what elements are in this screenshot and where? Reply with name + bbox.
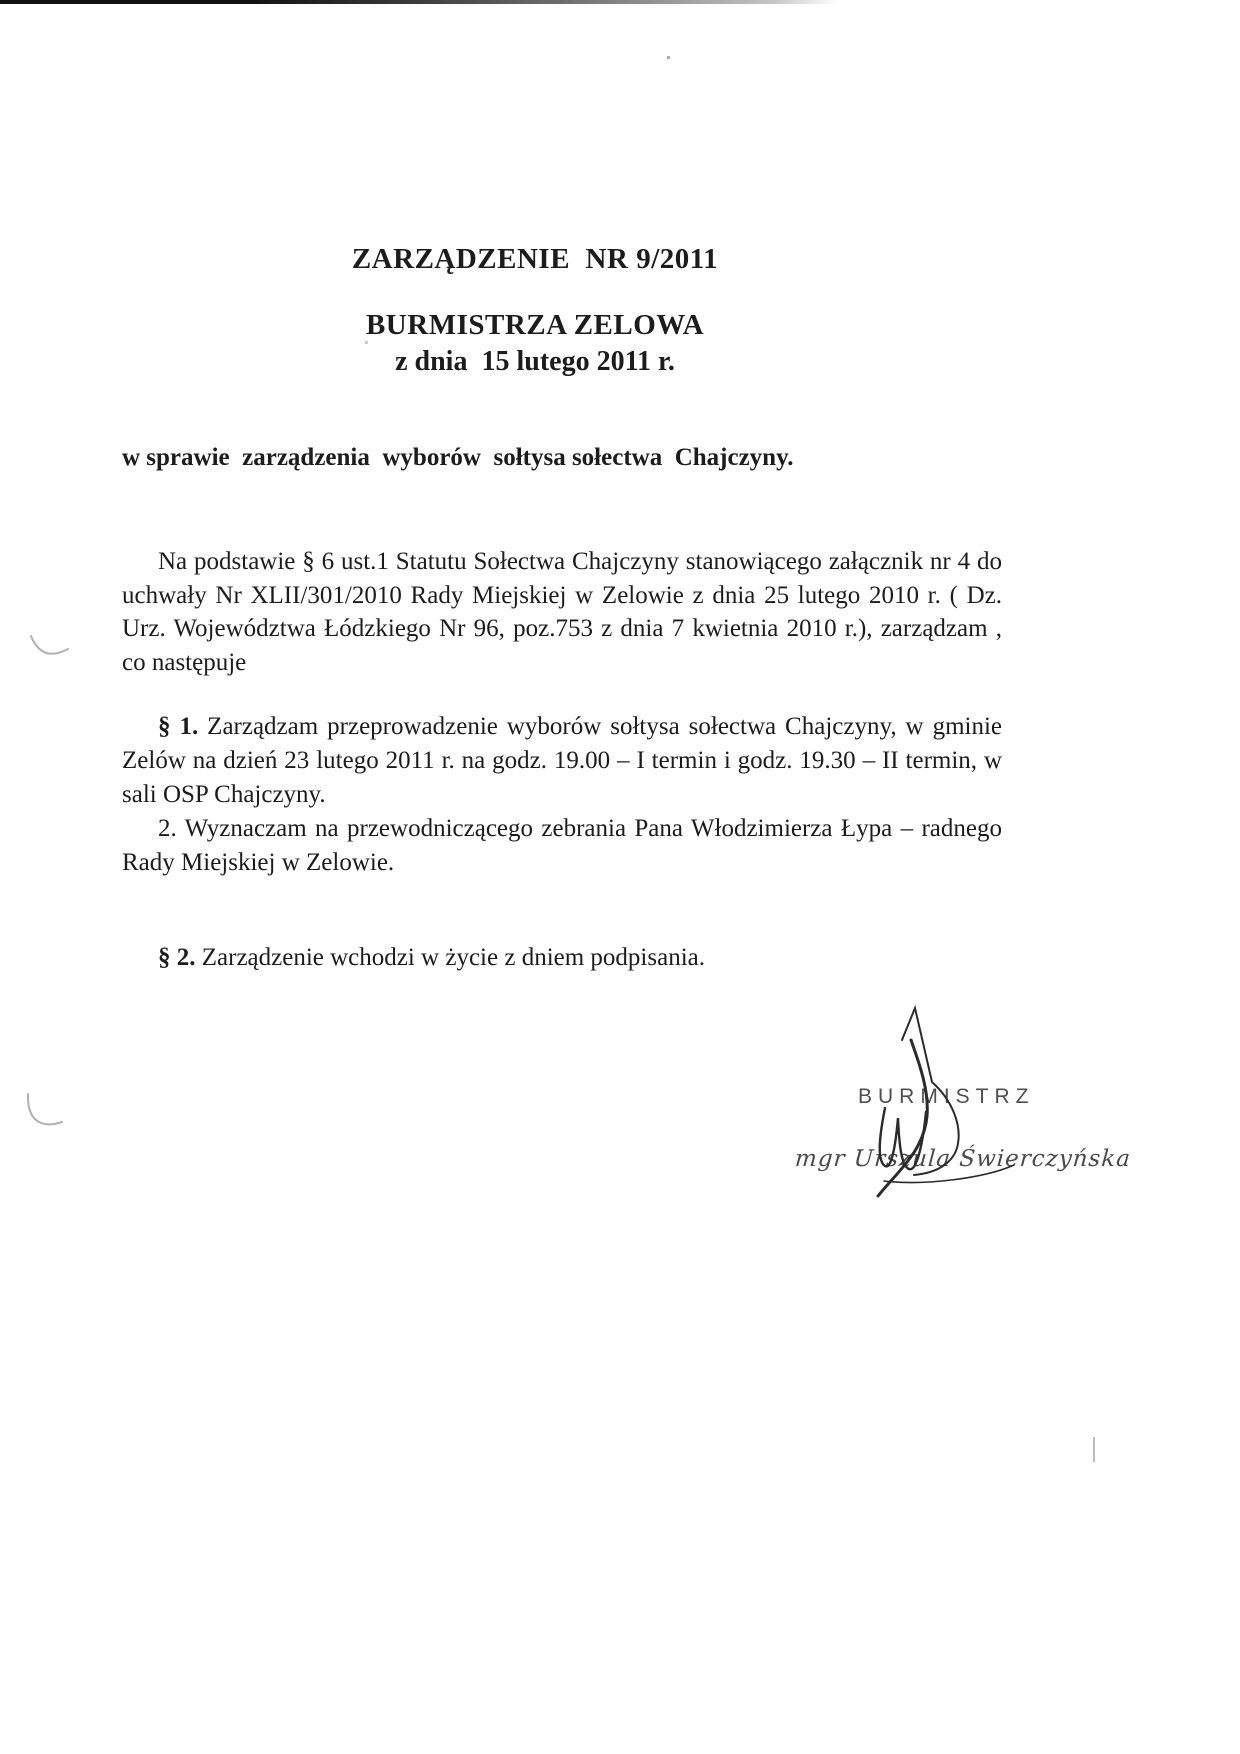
section-2-label: § 2.	[158, 944, 196, 971]
signature-name: mgr Urszula Świerczyńska	[794, 1146, 1132, 1172]
section-1-label: § 1.	[158, 713, 199, 740]
document-issuer: BURMISTRZA ZELOWA	[365, 309, 705, 341]
scan-artifact-top-line	[0, 0, 838, 4]
document-header	[105, 243, 965, 380]
signature-role-label: BURMISTRZ	[858, 1085, 1035, 1108]
section-2-block	[122, 941, 1002, 975]
scan-artifact-tick	[1093, 1437, 1095, 1462]
document-title: ZARZĄDZENIE NR 9/2011	[351, 243, 719, 275]
scan-artifact-speck	[365, 341, 368, 344]
scan-artifact-speck	[667, 56, 670, 59]
preamble-text: Na podstawie § 6 ust.1 Statutu Sołectwa Chajczyny stanowiącego załącznik nr 4 do uchwały Nr XLII/301/2010 Rady Miejskiej w Zelowie z dnia 25 lutego 2010 r. ( Dz. Urz. Województwa Łódzkiego Nr 96, poz.753 z dnia 7 kwietnia 2010 r.), zarządzam , co następuje	[122, 548, 1002, 676]
section-1-text: Zarządzam przeprowadzenie wyborów sołtysa sołectwa Chajczyny, w gminie Zelów na dzień 23 lutego 2011 r. na godz. 19.00 – I termin i godz. 19.30 – II termin, w sali OSP Chajczyny.	[122, 713, 1003, 808]
section-1-block	[122, 710, 1002, 880]
section-1-paragraph	[122, 710, 1002, 812]
preamble-paragraph	[122, 545, 1002, 679]
section-2-paragraph	[122, 941, 1002, 975]
point-2-paragraph: 2. Wyznaczam na przewodniczącego zebrania Pana Włodzimierza Łypa – radnego Rady Miejskiej w Zelowie.	[122, 815, 1002, 876]
scan-artifact-left-arcs	[28, 636, 68, 1124]
subject-line: w sprawie zarządzenia wyborów sołtysa sołectwa Chajczyny.	[122, 444, 794, 471]
document-date: z dnia 15 lutego 2011 r.	[395, 346, 675, 377]
section-2-text: Zarządzenie wchodzi w życie z dniem podpisania.	[195, 944, 705, 971]
